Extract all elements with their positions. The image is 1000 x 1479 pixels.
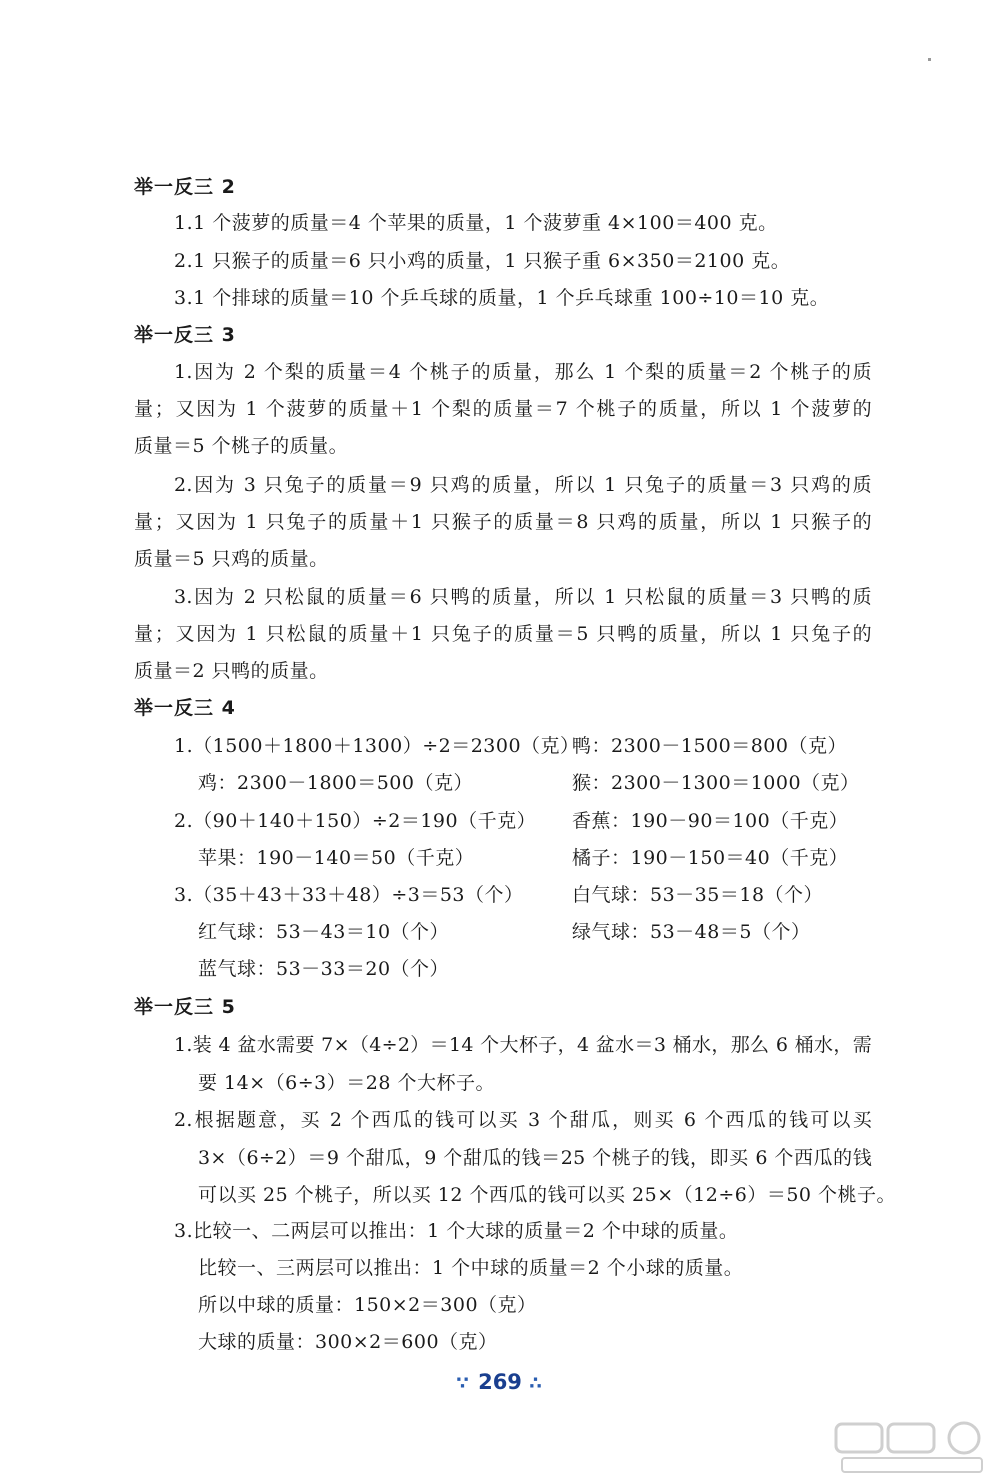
answer-line: 3.比较一、二两层可以推出：1 个大球的质量＝2 个中球的质量。: [174, 1220, 739, 1242]
section-heading-5: 举一反三 5: [134, 996, 236, 1018]
page-number: [0, 1370, 1000, 1394]
decorative-dots-icon: ∵: [456, 1373, 471, 1394]
answer-line: 量；又因为 1 只松鼠的质量＋1 只兔子的质量＝5 只鸭的质量，所以 1 只兔子的: [134, 623, 872, 645]
calc-line: 2.（90＋140＋150）÷2＝190（千克）: [174, 810, 537, 832]
answer-line: 可以买 25 个桃子，所以买 12 个西瓜的钱可以买 25×（12÷6）＝50 个桃子。: [198, 1184, 897, 1206]
answer-line: 1.装 4 盆水需要 7×（4÷2）＝14 个大杯子，4 盆水＝3 桶水，那么 6 桶水，需: [174, 1034, 872, 1056]
answer-line: 3.因为 2 只松鼠的质量＝6 只鸭的质量，所以 1 只松鼠的质量＝3 只鸭的质: [174, 586, 872, 608]
answer-line: 1.因为 2 个梨的质量＝4 个桃子的质量，那么 1 个梨的质量＝2 个桃子的质: [174, 361, 872, 383]
answer-line: 质量＝5 只鸡的质量。: [134, 548, 329, 570]
answer-line: 3×（6÷2）＝9 个甜瓜，9 个甜瓜的钱＝25 个桃子的钱，即买 6 个西瓜的钱: [198, 1147, 872, 1169]
decorative-dots-icon: ∴: [529, 1373, 544, 1394]
answer-line: 1.1 个菠萝的质量＝4 个苹果的质量，1 个菠萝重 4×100＝400 克。: [174, 212, 778, 234]
calc-line: 猴：2300－1300＝1000（克）: [572, 772, 860, 794]
section-heading-2: 举一反三 2: [134, 176, 236, 198]
calc-line: 鸭：2300－1500＝800（克）: [572, 735, 847, 757]
watermark-logo: [832, 1420, 992, 1476]
answer-line: 质量＝2 只鸭的质量。: [134, 660, 329, 682]
section-heading-4: 举一反三 4: [134, 697, 236, 719]
calc-line: 橘子：190－150＝40（千克）: [572, 847, 849, 869]
section-heading-3: 举一反三 3: [134, 324, 236, 346]
calc-line: 红气球：53－43＝10（个）: [198, 921, 450, 943]
calc-line: 3.（35＋43＋33＋48）÷3＝53（个）: [174, 884, 524, 906]
answer-line: 2.因为 3 只兔子的质量＝9 只鸡的质量，所以 1 只兔子的质量＝3 只鸡的质: [174, 474, 872, 496]
calc-line: 1.（1500＋1800＋1300）÷2＝2300（克）: [174, 735, 580, 757]
page-number-text: 269: [478, 1370, 522, 1394]
calc-line: 蓝气球：53－33＝20（个）: [198, 958, 450, 980]
answer-line: 比较一、三两层可以推出：1 个中球的质量＝2 个小球的质量。: [198, 1257, 744, 1279]
calc-line: 香蕉：190－90＝100（千克）: [572, 810, 849, 832]
calc-line: 鸡：2300－1800＝500（克）: [198, 772, 473, 794]
answer-line: 量；又因为 1 只兔子的质量＋1 只猴子的质量＝8 只鸡的质量，所以 1 只猴子的: [134, 511, 872, 533]
answer-line: 2.1 只猴子的质量＝6 只小鸡的质量，1 只猴子重 6×350＝2100 克。: [174, 250, 791, 272]
answer-line: 3.1 个排球的质量＝10 个乒乓球的质量，1 个乒乓球重 100÷10＝10 克。: [174, 287, 830, 309]
answer-line: 2.根据题意，买 2 个西瓜的钱可以买 3 个甜瓜，则买 6 个西瓜的钱可以买: [174, 1109, 872, 1131]
calc-line: 苹果：190－140＝50（千克）: [198, 847, 475, 869]
answer-line: 大球的质量：300×2＝600（克）: [198, 1331, 498, 1353]
answer-line: 质量＝5 个桃子的质量。: [134, 435, 349, 457]
answer-line: 量；又因为 1 个菠萝的质量＋1 个梨的质量＝7 个桃子的质量，所以 1 个菠萝的: [134, 398, 872, 420]
calc-line: 绿气球：53－48＝5（个）: [572, 921, 811, 943]
answer-line: 所以中球的质量：150×2＝300（克）: [198, 1294, 537, 1316]
answer-line: 要 14×（6÷3）＝28 个大杯子。: [198, 1072, 495, 1094]
scan-speck: [928, 58, 931, 61]
calc-line: 白气球：53－35＝18（个）: [572, 884, 824, 906]
